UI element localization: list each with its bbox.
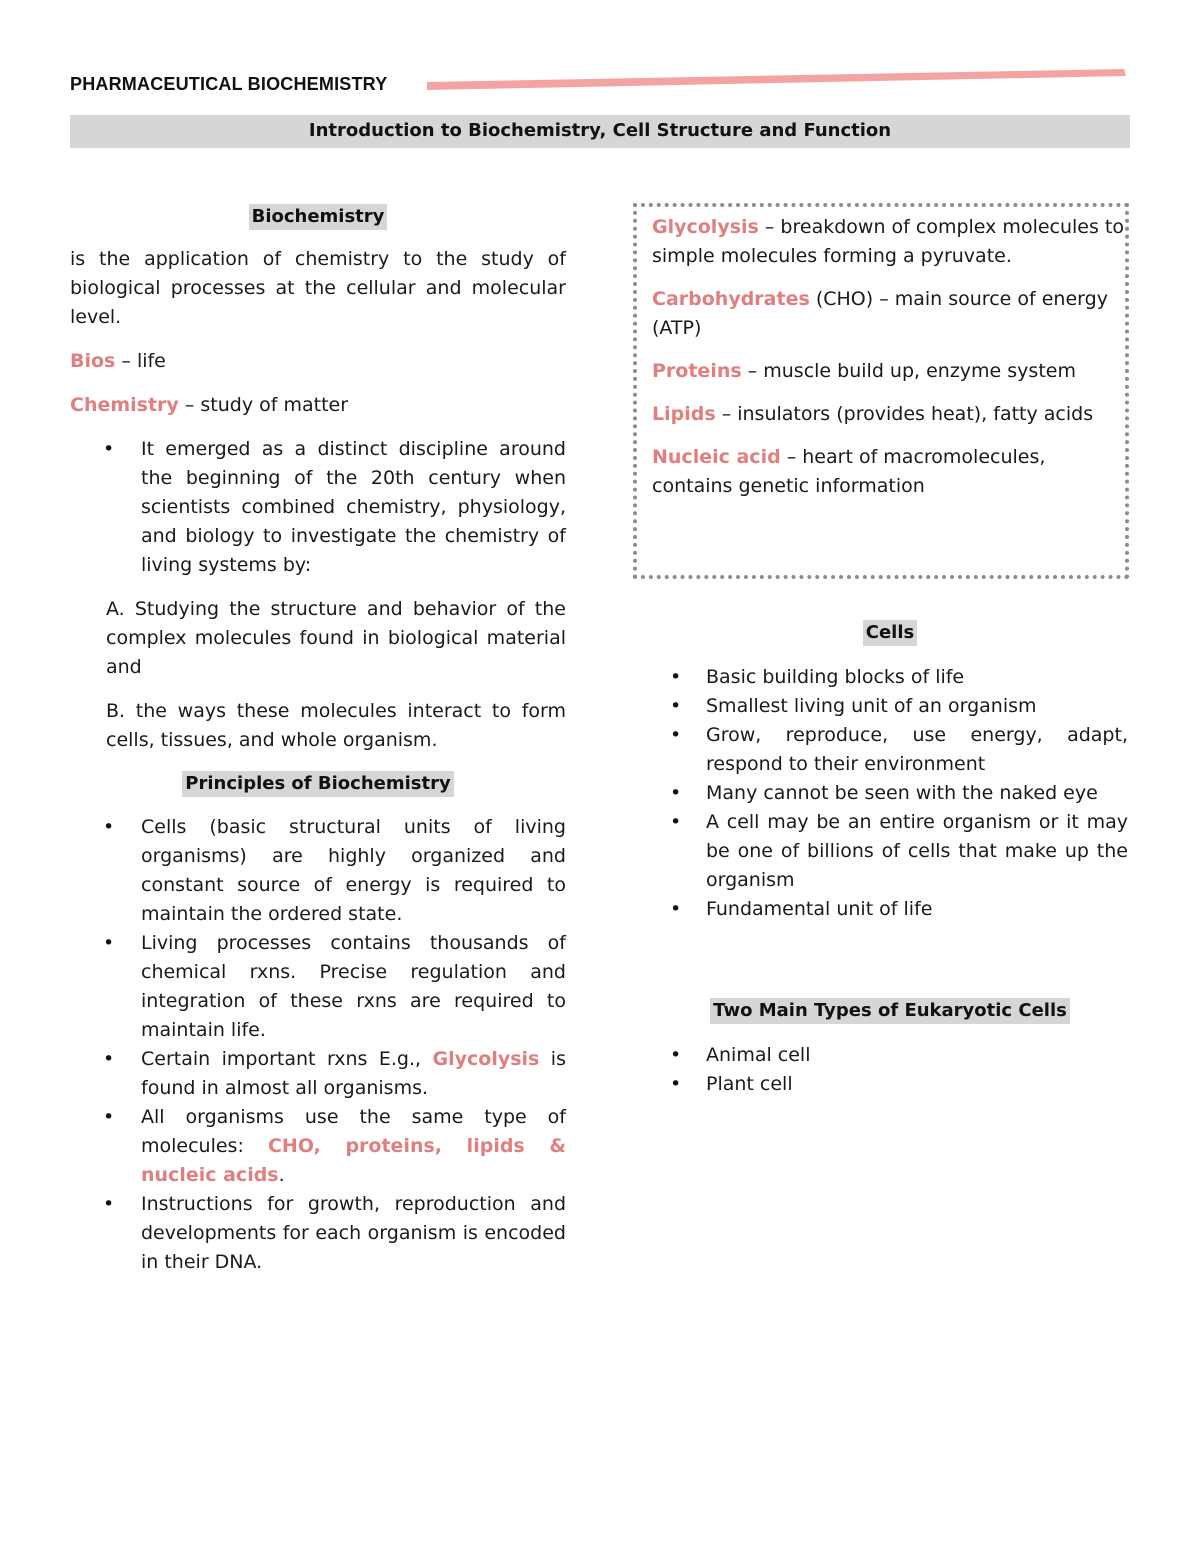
molecules-term: CHO, proteins, lipids & nucleic acids <box>141 1135 566 1186</box>
document-header-title: PHARMACEUTICAL BIOCHEMISTRY <box>70 74 388 94</box>
list-item: • Cells (basic structural units of living organisms) are highly organized and constant source of energy is required to maintain the ordered state. <box>70 813 566 929</box>
list-item: • Basic building blocks of life <box>652 663 1128 692</box>
list-item: • Smallest living unit of an organism <box>652 692 1128 721</box>
glycolysis-box-term: Glycolysis <box>652 216 759 238</box>
list-item: • Many cannot be seen with the naked eye <box>652 779 1128 808</box>
bios-term: Bios <box>70 350 116 372</box>
glycolysis-term: Glycolysis <box>432 1048 540 1070</box>
principle-4-pre: All organisms use the same type of molecules: <box>141 1106 566 1157</box>
lipids-term: Lipids <box>652 403 716 425</box>
cells-list <box>652 663 1128 924</box>
chemistry-line <box>70 391 566 420</box>
principles-list <box>70 813 566 1277</box>
box-item-proteins <box>652 357 1128 386</box>
list-item: • Grow, reproduce, use energy, adapt, respond to their environment <box>652 721 1128 779</box>
list-item: • Living processes contains thousands of chemical rxns. Precise regulation and integration of these rxns are required to maintain life. <box>70 929 566 1045</box>
eukaryotic-heading: Two Main Types of Eukaryotic Cells <box>710 998 1070 1024</box>
point-b: B. the ways these molecules interact to form cells, tissues, and whole organism. <box>106 700 566 751</box>
proteins-term: Proteins <box>652 360 742 382</box>
chemistry-definition: – study of matter <box>178 394 349 416</box>
nucleic-acid-term: Nucleic acid <box>652 446 781 468</box>
glycolysis-box-def: – breakdown of complex molecules to simple molecules forming a pyruvate. <box>652 216 1124 267</box>
eukaryotic-list <box>652 1041 1128 1099</box>
point-a: A. Studying the structure and behavior of the complex molecules found in biological material and <box>106 598 566 678</box>
box-item-carbohydrates <box>652 285 1128 343</box>
list-item: • Instructions for growth, reproduction and developments for each organism is encoded in their DNA. <box>70 1190 566 1277</box>
list-item: • It emerged as a distinct discipline around the beginning of the 20th century when scientists combined chemistry, physiology, and biology to investigate the chemistry of living systems by: <box>70 435 566 580</box>
lipids-def: – insulators (provides heat), fatty acids <box>715 403 1094 425</box>
header-accent-line <box>0 0 1200 100</box>
principle-4-post: . <box>278 1164 285 1186</box>
biochemistry-definition: is the application of chemistry to the study of biological processes at the cellular and molecular level. <box>70 248 566 328</box>
bios-line <box>70 347 566 376</box>
proteins-def: – muscle build up, enzyme system <box>741 360 1076 382</box>
list-item: • Animal cell <box>652 1041 1128 1070</box>
chemistry-term: Chemistry <box>70 394 179 416</box>
principles-heading: Principles of Biochemistry <box>182 771 453 797</box>
section-banner: Introduction to Biochemistry, Cell Structure and Function <box>70 115 1130 148</box>
bios-definition: – life <box>115 350 166 372</box>
carbohydrates-term: Carbohydrates <box>652 288 810 310</box>
right-column <box>652 213 1128 1099</box>
list-item: • Plant cell <box>652 1070 1128 1099</box>
carbohydrates-def: (CHO) – main source of energy (ATP) <box>652 288 1108 339</box>
list-item <box>70 1103 566 1190</box>
nucleic-acid-def: – heart of macromolecules, contains genetic information <box>652 446 1046 497</box>
list-item <box>70 1045 566 1103</box>
principle-3-pre: Certain important rxns E.g., <box>141 1048 433 1070</box>
cells-heading: Cells <box>863 620 917 646</box>
box-item-glycolysis <box>652 213 1128 271</box>
list-item: • A cell may be an entire organism or it may be one of billions of cells that make up the organism <box>652 808 1128 895</box>
box-item-nucleic-acid <box>652 443 1128 501</box>
list-item: • Fundamental unit of life <box>652 895 1128 924</box>
emerged-list <box>70 435 566 580</box>
box-item-lipids <box>652 400 1128 429</box>
left-column <box>70 202 566 1277</box>
principle-3-post: is found in almost all organisms. <box>141 1048 566 1099</box>
biochemistry-heading: Biochemistry <box>249 204 388 230</box>
